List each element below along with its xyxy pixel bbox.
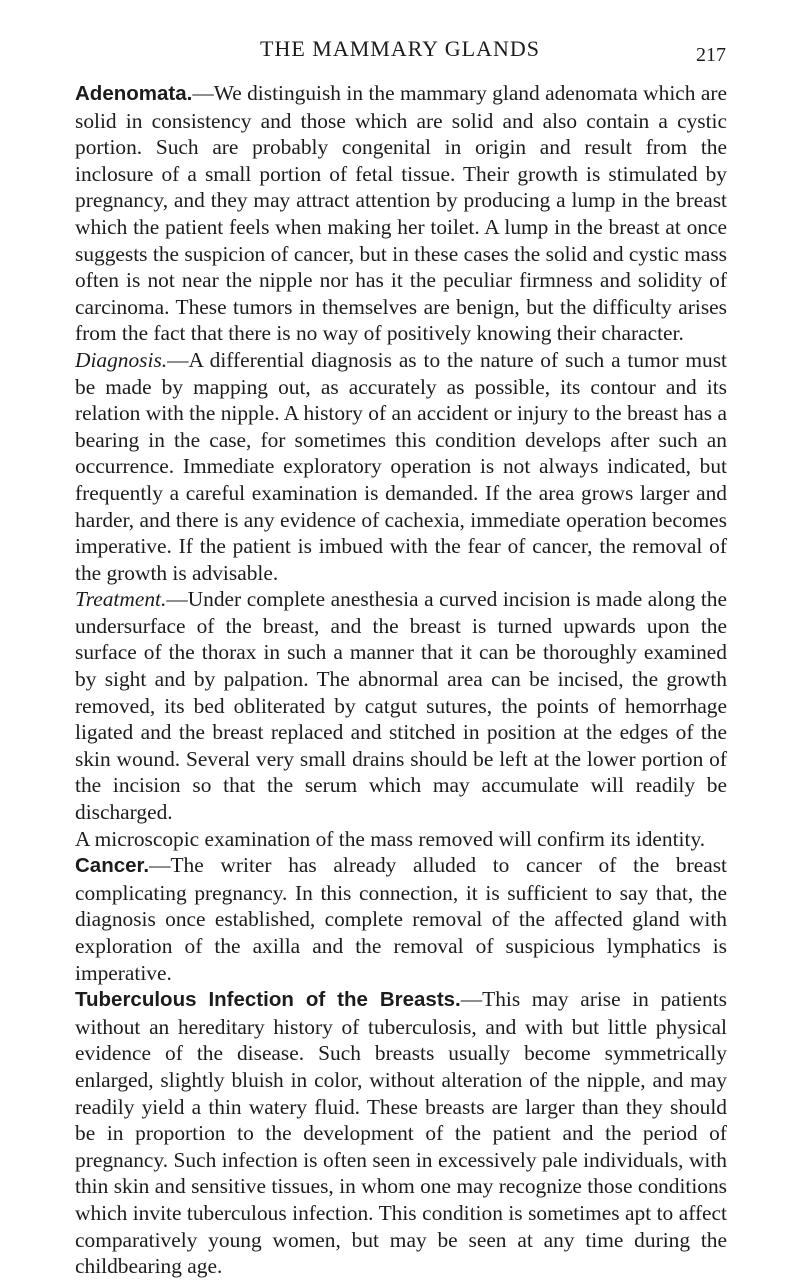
paragraph-text: —This may arise in patients without an hereditary history of tuberculosis, and with but little physical evidence of the disease. Such breasts usually become symmetrically enlarged, slightly bluish in color, without alteration of the nipple, and may readily yield a thin watery fluid. These breasts are larger than they should be in proportion to the development of the patient and the period of pregnancy. Such infection is often seen in excessively pale individuals, with thin skin and sensitive tissues, in whom one may recognize those conditions which invite tuberculous infection. This condition is sometimes apt to affect comparatively young women, but may be seen at any time during the childbearing age. bbox=[75, 987, 727, 1279]
paragraph-adenomata bbox=[75, 80, 727, 347]
paragraph-text: A microscopic examination of the mass removed will confirm its identity. bbox=[75, 826, 706, 851]
paragraph-text: —The writer has already alluded to cancer of the breast complicating pregnancy. In this connection, it is sufficient to say that, the diagnosis once established, complete removal of the affected gland with exploration of the axilla and the removal of suspicious lymphatics is imperative. bbox=[75, 853, 727, 985]
running-head: THE MAMMARY GLANDS bbox=[260, 36, 540, 61]
paragraph-diagnosis bbox=[75, 347, 727, 586]
subsection-heading: Treatment. bbox=[75, 587, 167, 612]
page-body bbox=[75, 80, 727, 1280]
paragraph-text: —Under complete anesthesia a curved incision is made along the undersurface of the breast, and the breast is turned upwards upon the surface of the thorax in such a manner that it can be thoroughly examined by sight and by palpation. The abnormal area can be incised, the growth removed, its bed obliterated by catgut sutures, the points of hemorrhage ligated and the breast replaced and stitched in position at the edges of the skin wound. Several very small drains should be left at the lower portion of the incision so that the serum which may accumulate will readily be discharged. bbox=[75, 587, 727, 825]
paragraph-text: —A differential diagnosis as to the nature of such a tumor must be made by mapping out, as accurately as possible, its contour and its relation with the nipple. A history of an accident or injury to the breast has a bearing in the case, for sometimes this condition develops after such an occurrence. Immediate exploratory operation is not always indicated, but frequently a careful examination is demanded. If the area grows larger and harder, and there is any evidence of cachexia, immediate operation becomes imperative. If the patient is imbued with the fear of cancer, the removal of the growth is advisable. bbox=[75, 347, 727, 585]
subsection-heading: Diagnosis. bbox=[75, 347, 168, 372]
section-heading: Cancer. bbox=[75, 854, 150, 878]
section-heading: Adenomata. bbox=[75, 82, 193, 105]
paragraph-tuberculous bbox=[75, 986, 727, 1280]
paragraph-microscopic bbox=[75, 826, 727, 853]
paragraph-text: —We distinguish in the mammary gland adenomata which are solid in consistency and those which are solid and also contain a cystic portion. Such are probably congenital in origin and result from the inclosure of a small portion of fetal tissue. Their growth is stimulated by pregnancy, and they may attract attention by producing a lump in the breast which the patient feels when making her toilet. A lump in the breast at once suggests the suspicion of cancer, but in these cases the solid and cystic mass often is not near the nipple nor has it the peculiar firmness and solidity of carcinoma. These tumors in themselves are benign, but the difficulty arises from the fact that there is no way of positively knowing their character. bbox=[75, 81, 727, 346]
paragraph-cancer bbox=[75, 852, 727, 986]
section-heading: Tuberculous Infection of the Breasts. bbox=[75, 988, 461, 1012]
paragraph-treatment bbox=[75, 586, 727, 825]
page-number: 217 bbox=[696, 44, 726, 66]
